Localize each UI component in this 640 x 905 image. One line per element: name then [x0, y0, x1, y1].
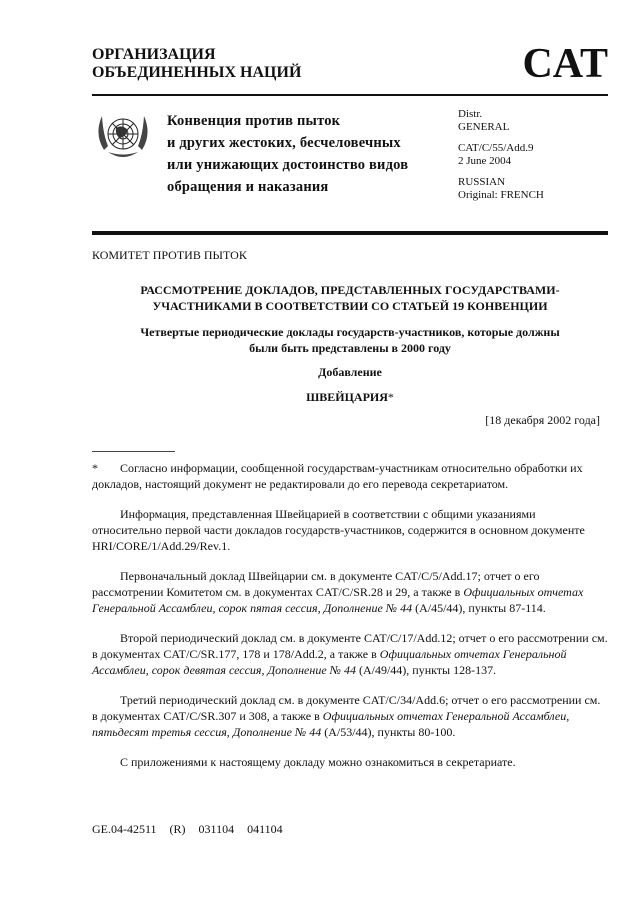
top-rule: [92, 94, 608, 96]
un-emblem-icon: [94, 110, 152, 162]
convention-line: обращения и наказания: [167, 179, 329, 195]
paragraph: [92, 506, 608, 554]
submission-date: [18 декабря 2002 года]: [485, 413, 600, 427]
footnote: [92, 460, 608, 492]
document-subtitle: [92, 324, 608, 356]
document-symbol-large: CAT: [522, 41, 608, 87]
doc-symbol: CAT/C/55/Add.9: [458, 142, 534, 154]
convention-line: и других жестоких, бесчеловечных: [167, 135, 401, 151]
document-title: [92, 282, 608, 314]
paragraph-text: Второй периодический доклад см. в документе CAT/C/17/Add.12; отчет о его рассмотрении см. в документах CAT/C/SR.177, 178 и 178/Add.2, а также в: [92, 631, 608, 661]
convention-line: Конвенция против пыток: [167, 113, 341, 129]
paragraph-text: Информация, представленная Швейцарией в соответствии с общими указаниями относительно первой части докладов государств-участников, содержится в основном документе HRI/CORE/1/Add.29/Rev.1.: [92, 507, 585, 553]
org-line-2: ОБЪЕДИНЕННЫХ НАЦИЙ: [92, 64, 302, 81]
footnote-body: [92, 460, 608, 784]
organization-name: [92, 46, 301, 82]
footnote-ref[interactable]: *: [387, 390, 394, 404]
footnote-mark: *: [92, 461, 98, 475]
paragraph: [92, 568, 608, 616]
country-heading: [92, 389, 608, 405]
paragraph: [92, 754, 608, 770]
paragraph: [92, 630, 608, 678]
paragraph-text: (A/45/44), пункты 87-114.: [412, 601, 546, 615]
addendum-label: Добавление: [318, 365, 382, 379]
convention-line: или унижающих достоинство видов: [167, 157, 409, 173]
document-metadata: [458, 108, 544, 210]
paragraph-text: Третий периодический доклад см. в документе CAT/C/34/Add.6; отчет о его рассмотрении см. в документах CAT/C/SR.307 и 308, а также в: [92, 693, 601, 723]
paragraph-text: (A/53/44), пункты 80-100.: [321, 725, 456, 739]
paragraph-text: С приложениями к настоящему докладу можно ознакомиться в секретариате.: [120, 755, 516, 769]
title-line: УЧАСТНИКАМИ В СООТВЕТСТВИИ СО СТАТЬЕЙ 19 КОНВЕНЦИИ: [152, 299, 548, 313]
language: RUSSIAN: [458, 176, 506, 188]
footnote-text: Согласно информации, сообщенной государствам-участникам относительно обработки их докладов, настоящий документ не редактировали до его перевода секретариатом.: [92, 461, 583, 491]
paragraph-text: (A/49/44), пункты 128-137.: [355, 663, 497, 677]
original-language: Original: FRENCH: [458, 189, 544, 201]
paragraph-citation: Официальных отчетах Генеральной Ассамблеи, сорок девятая сессия, Дополнение № 44: [92, 647, 567, 677]
subtitle-line: Четвертые периодические доклады государств-участников, которые должны: [140, 325, 560, 339]
job-number-footer: GE.04-42511 (R) 031104 041104: [92, 822, 283, 836]
subtitle-line: были быть представлены в 2000 году: [249, 341, 451, 355]
country-name: ШВЕЙЦАРИЯ: [306, 390, 388, 404]
committee-name: КОМИТЕТ ПРОТИВ ПЫТОК: [92, 248, 247, 262]
doc-date: 2 June 2004: [458, 155, 512, 167]
org-line-1: ОРГАНИЗАЦИЯ: [92, 46, 216, 63]
convention-title: [167, 110, 408, 198]
footnote-rule: [92, 451, 175, 452]
distr-label: Distr.: [458, 108, 483, 120]
paragraph-citation: Официальных отчетах Генеральной Ассамблеи, пятьдесят третья сессия, Дополнение № 44: [92, 709, 570, 739]
title-line: РАССМОТРЕНИЕ ДОКЛАДОВ, ПРЕДСТАВЛЕННЫХ ГОСУДАРСТВАМИ-: [140, 283, 560, 297]
paragraph-citation: Официальных отчетах Генеральной Ассамблеи, сорок пятая сессия, Дополнение № 44: [92, 585, 584, 615]
paragraph: [92, 692, 608, 740]
header-rule: [92, 231, 608, 235]
distr-value: GENERAL: [458, 121, 510, 133]
paragraph-text: Первоначальный доклад Швейцарии см. в документе CAT/C/5/Add.17; отчет о его рассмотрении Комитетом см. в документах CAT/C/SR.28 и 29, а также в: [92, 569, 540, 599]
